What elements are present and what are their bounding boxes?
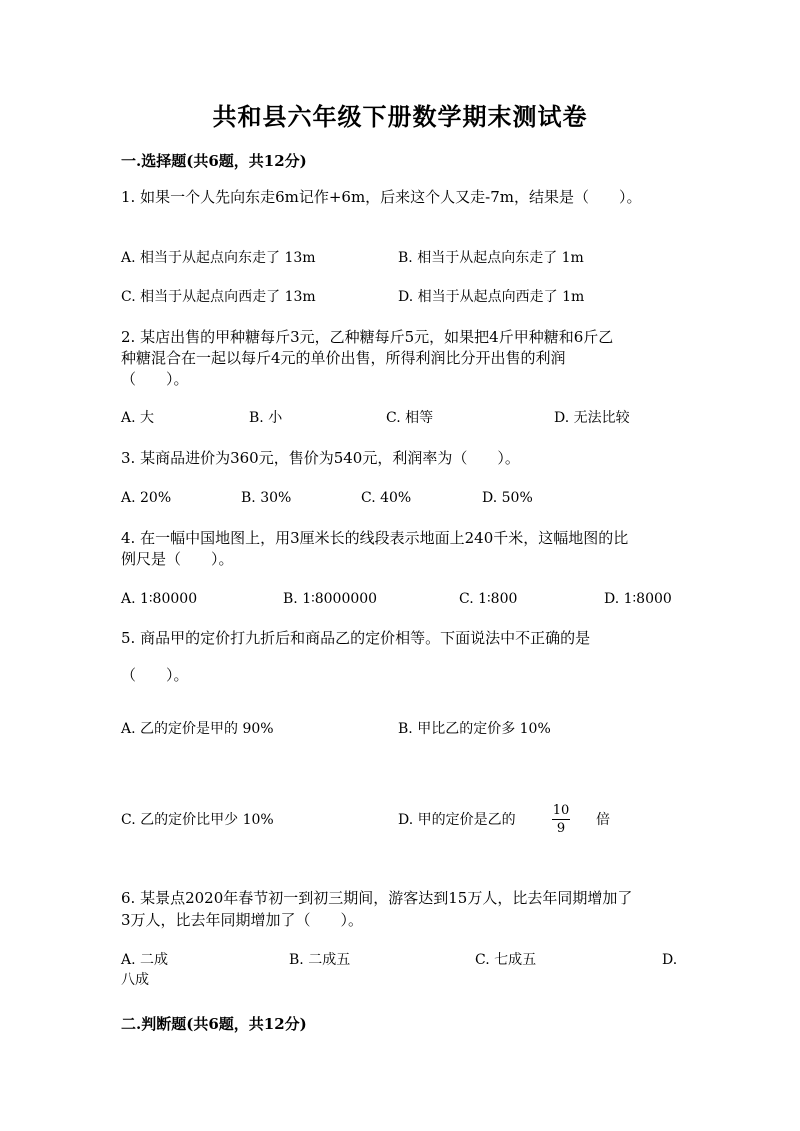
q6-option-c: C. 七成五 <box>475 952 537 968</box>
question-5-line-2: （ ）。 <box>121 666 189 684</box>
q1-option-b: B. 相当于从起点向东走了 1m <box>398 250 584 266</box>
q4-option-c: C. 1∶800 <box>459 591 518 607</box>
q5-option-b: B. 甲比乙的定价多 10% <box>398 721 551 737</box>
question-4-line-2: 例尺是（ ）。 <box>121 550 234 568</box>
question-2-line-1: 2. 某店出售的甲种糖每斤3元，乙种糖每斤5元，如果把4斤甲种糖和6斤乙 <box>121 328 614 346</box>
q3-option-c: C. 40% <box>361 490 412 506</box>
q5-option-d-suffix: 倍 <box>596 812 610 828</box>
q2-option-b: B. 小 <box>249 410 283 426</box>
q4-option-d: D. 1∶8000 <box>604 591 672 607</box>
question-4-line-1: 4. 在一幅中国地图上，用3厘米长的线段表示地面上240千米，这幅地图的比 <box>121 529 629 547</box>
q3-option-b: B. 30% <box>241 490 292 506</box>
exam-title: 共和县六年级下册数学期末测试卷 <box>212 102 588 131</box>
fraction-bar <box>552 819 570 820</box>
q3-option-a: A. 20% <box>121 490 172 506</box>
q1-option-c: C. 相当于从起点向西走了 13m <box>121 289 316 305</box>
q4-option-a: A. 1∶80000 <box>121 591 198 607</box>
q1-option-a: A. 相当于从起点向东走了 13m <box>121 250 316 266</box>
fraction-denominator: 9 <box>556 821 566 836</box>
q3-option-d: D. 50% <box>482 490 533 506</box>
question-5-line-1: 5. 商品甲的定价打九折后和商品乙的定价相等。下面说法中不正确的是 <box>121 629 591 647</box>
section-2-heading: 二.判断题(共6题，共12分) <box>121 1015 307 1033</box>
question-2-line-3: （ ）。 <box>121 370 189 388</box>
q6-option-d-text: 八成 <box>121 972 149 988</box>
question-3: 3. 某商品进价为360元，售价为540元，利润率为（ ）。 <box>121 449 520 467</box>
q1-option-d: D. 相当于从起点向西走了 1m <box>398 289 585 305</box>
q6-option-a: A. 二成 <box>121 952 169 968</box>
question-6-line-1: 6. 某景点2020年春节初一到初三期间，游客达到15万人，比去年同期增加了 <box>121 889 633 907</box>
q5-option-d-fraction <box>551 803 571 836</box>
question-1: 1. 如果一个人先向东走6m记作+6m，后来这个人又走-7m，结果是（ ）。 <box>121 188 642 206</box>
q4-option-b: B. 1∶8000000 <box>283 591 378 607</box>
fraction-numerator: 10 <box>552 803 570 818</box>
question-2-line-2: 种糖混合在一起以每斤4元的单价出售，所得利润比分开出售的利润 <box>121 349 566 367</box>
q5-option-a: A. 乙的定价是甲的 90% <box>121 721 274 737</box>
q2-option-a: A. 大 <box>121 410 155 426</box>
q2-option-c: C. 相等 <box>386 410 434 426</box>
question-6-line-2: 3万人，比去年同期增加了（ ）。 <box>121 911 364 929</box>
q5-option-d: D. 甲的定价是乙的 <box>398 812 516 828</box>
section-1-heading: 一.选择题(共6题，共12分) <box>121 152 307 170</box>
q6-option-b: B. 二成五 <box>289 952 351 968</box>
q2-option-d: D. 无法比较 <box>554 410 630 426</box>
q6-option-d-label: D. <box>662 952 678 968</box>
q5-option-c: C. 乙的定价比甲少 10% <box>121 812 274 828</box>
